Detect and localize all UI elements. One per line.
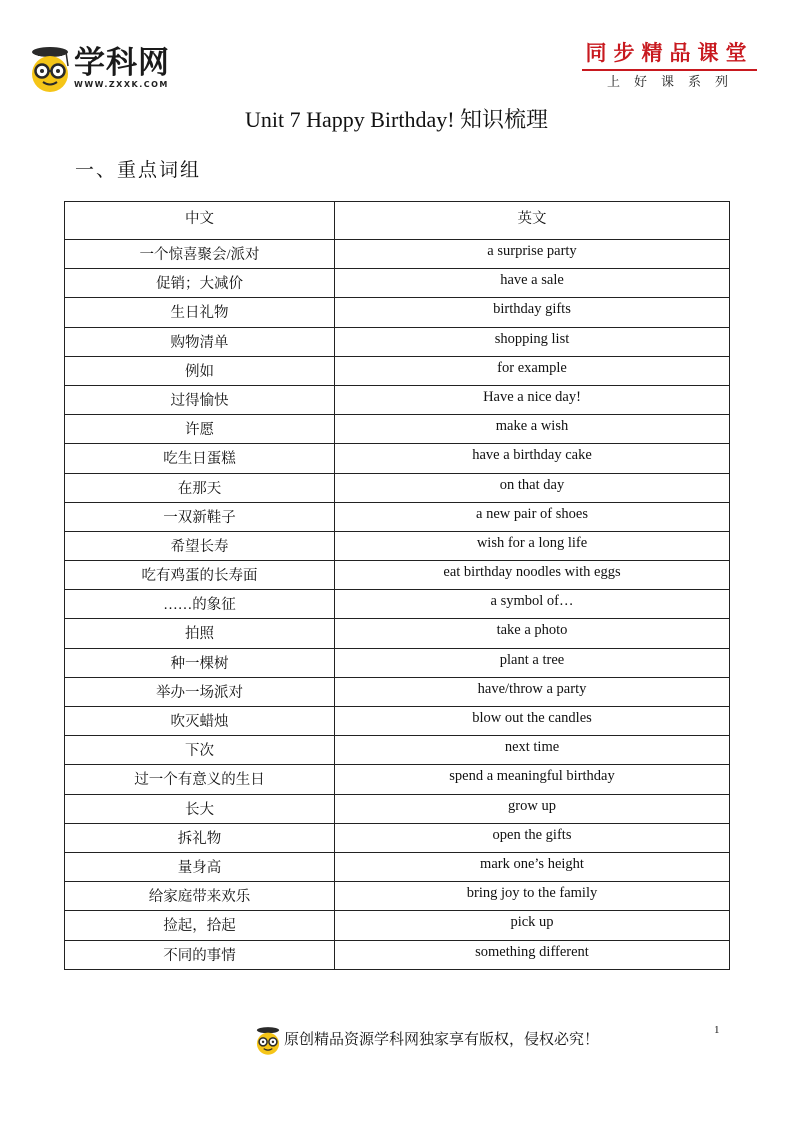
table-row — [65, 269, 730, 298]
brand-subtitle: 上好课系列 — [606, 75, 742, 90]
table-row — [65, 707, 730, 736]
cell-english: on that day — [335, 473, 730, 502]
cell-english: plant a tree — [335, 648, 730, 677]
cell-chinese: 过得愉快 — [65, 385, 335, 414]
table-row — [65, 327, 730, 356]
cell-english: a surprise party — [335, 240, 730, 269]
table-row — [65, 590, 730, 619]
table-row — [65, 415, 730, 444]
header-chinese: 中文 — [65, 202, 335, 240]
section-heading: 一、重点词组 — [75, 160, 202, 181]
cell-english: have a sale — [335, 269, 730, 298]
table-row — [65, 298, 730, 327]
table-row — [65, 356, 730, 385]
cell-chinese: 吃有鸡蛋的长寿面 — [65, 561, 335, 590]
cell-chinese: 拍照 — [65, 619, 335, 648]
page-title: Unit 7 Happy Birthday! 知识梳理 — [244, 107, 549, 132]
vocab-table — [64, 201, 730, 970]
cell-english: make a wish — [335, 415, 730, 444]
table-row — [65, 736, 730, 765]
table-row — [65, 940, 730, 969]
cell-chinese: 量身高 — [65, 852, 335, 881]
table-row — [65, 444, 730, 473]
mascot-icon — [28, 42, 72, 94]
cell-chinese: 许愿 — [65, 415, 335, 444]
cell-chinese: 吃生日蛋糕 — [65, 444, 335, 473]
cell-english: mark one’s height — [335, 852, 730, 881]
cell-english: wish for a long life — [335, 531, 730, 560]
table-row — [65, 882, 730, 911]
cell-chinese: 给家庭带来欢乐 — [65, 882, 335, 911]
header-english: 英文 — [335, 202, 730, 240]
cell-english: for example — [335, 356, 730, 385]
cell-english: eat birthday noodles with eggs — [335, 561, 730, 590]
cell-chinese: 种一棵树 — [65, 648, 335, 677]
cell-chinese: 举办一场派对 — [65, 677, 335, 706]
table-row — [65, 677, 730, 706]
cell-english: Have a nice day! — [335, 385, 730, 414]
cell-chinese: 希望长寿 — [65, 531, 335, 560]
cell-english: take a photo — [335, 619, 730, 648]
table-header-row — [65, 202, 730, 240]
cell-english: have/throw a party — [335, 677, 730, 706]
cell-english: something different — [335, 940, 730, 969]
copyright-notice: 原创精品资源学科网独家享有版权，侵权必究！ — [284, 1032, 600, 1048]
logo-url: WWW.ZXXK.COM — [74, 80, 169, 89]
brand-title: 同步精品课堂 — [585, 41, 754, 65]
table-row — [65, 240, 730, 269]
table-body — [65, 240, 730, 970]
cell-chinese: ……的象征 — [65, 590, 335, 619]
table-row — [65, 823, 730, 852]
cell-english: birthday gifts — [335, 298, 730, 327]
table-row — [65, 852, 730, 881]
cell-chinese: 例如 — [65, 356, 335, 385]
cell-chinese: 不同的事情 — [65, 940, 335, 969]
cell-chinese: 捡起，拾起 — [65, 911, 335, 940]
table-row — [65, 473, 730, 502]
cell-chinese: 促销；大减价 — [65, 269, 335, 298]
table-row — [65, 385, 730, 414]
cell-english: a new pair of shoes — [335, 502, 730, 531]
brand-divider — [582, 69, 757, 71]
page-number: 1 — [714, 1024, 720, 1036]
cell-english: have a birthday cake — [335, 444, 730, 473]
cell-chinese: 下次 — [65, 736, 335, 765]
cell-chinese: 在那天 — [65, 473, 335, 502]
cell-chinese: 一个惊喜聚会/派对 — [65, 240, 335, 269]
cell-english: blow out the candles — [335, 707, 730, 736]
table-row — [65, 561, 730, 590]
table-row — [65, 648, 730, 677]
table-row — [65, 619, 730, 648]
cell-english: a symbol of… — [335, 590, 730, 619]
table-row — [65, 502, 730, 531]
cell-chinese: 一双新鞋子 — [65, 502, 335, 531]
mascot-icon — [254, 1024, 282, 1056]
table-row — [65, 911, 730, 940]
table-row — [65, 765, 730, 794]
logo-wordmark: 学科网 — [74, 45, 170, 81]
brand-block — [582, 40, 757, 91]
table-row — [65, 794, 730, 823]
cell-english: pick up — [335, 911, 730, 940]
cell-english: bring joy to the family — [335, 882, 730, 911]
cell-english: grow up — [335, 794, 730, 823]
cell-english: shopping list — [335, 327, 730, 356]
cell-english: next time — [335, 736, 730, 765]
cell-chinese: 生日礼物 — [65, 298, 335, 327]
site-logo — [28, 40, 188, 96]
cell-chinese: 吹灭蜡烛 — [65, 707, 335, 736]
cell-chinese: 购物清单 — [65, 327, 335, 356]
table-row — [65, 531, 730, 560]
cell-chinese: 拆礼物 — [65, 823, 335, 852]
cell-english: spend a meaningful birthday — [335, 765, 730, 794]
cell-english: open the gifts — [335, 823, 730, 852]
cell-chinese: 过一个有意义的生日 — [65, 765, 335, 794]
cell-chinese: 长大 — [65, 794, 335, 823]
